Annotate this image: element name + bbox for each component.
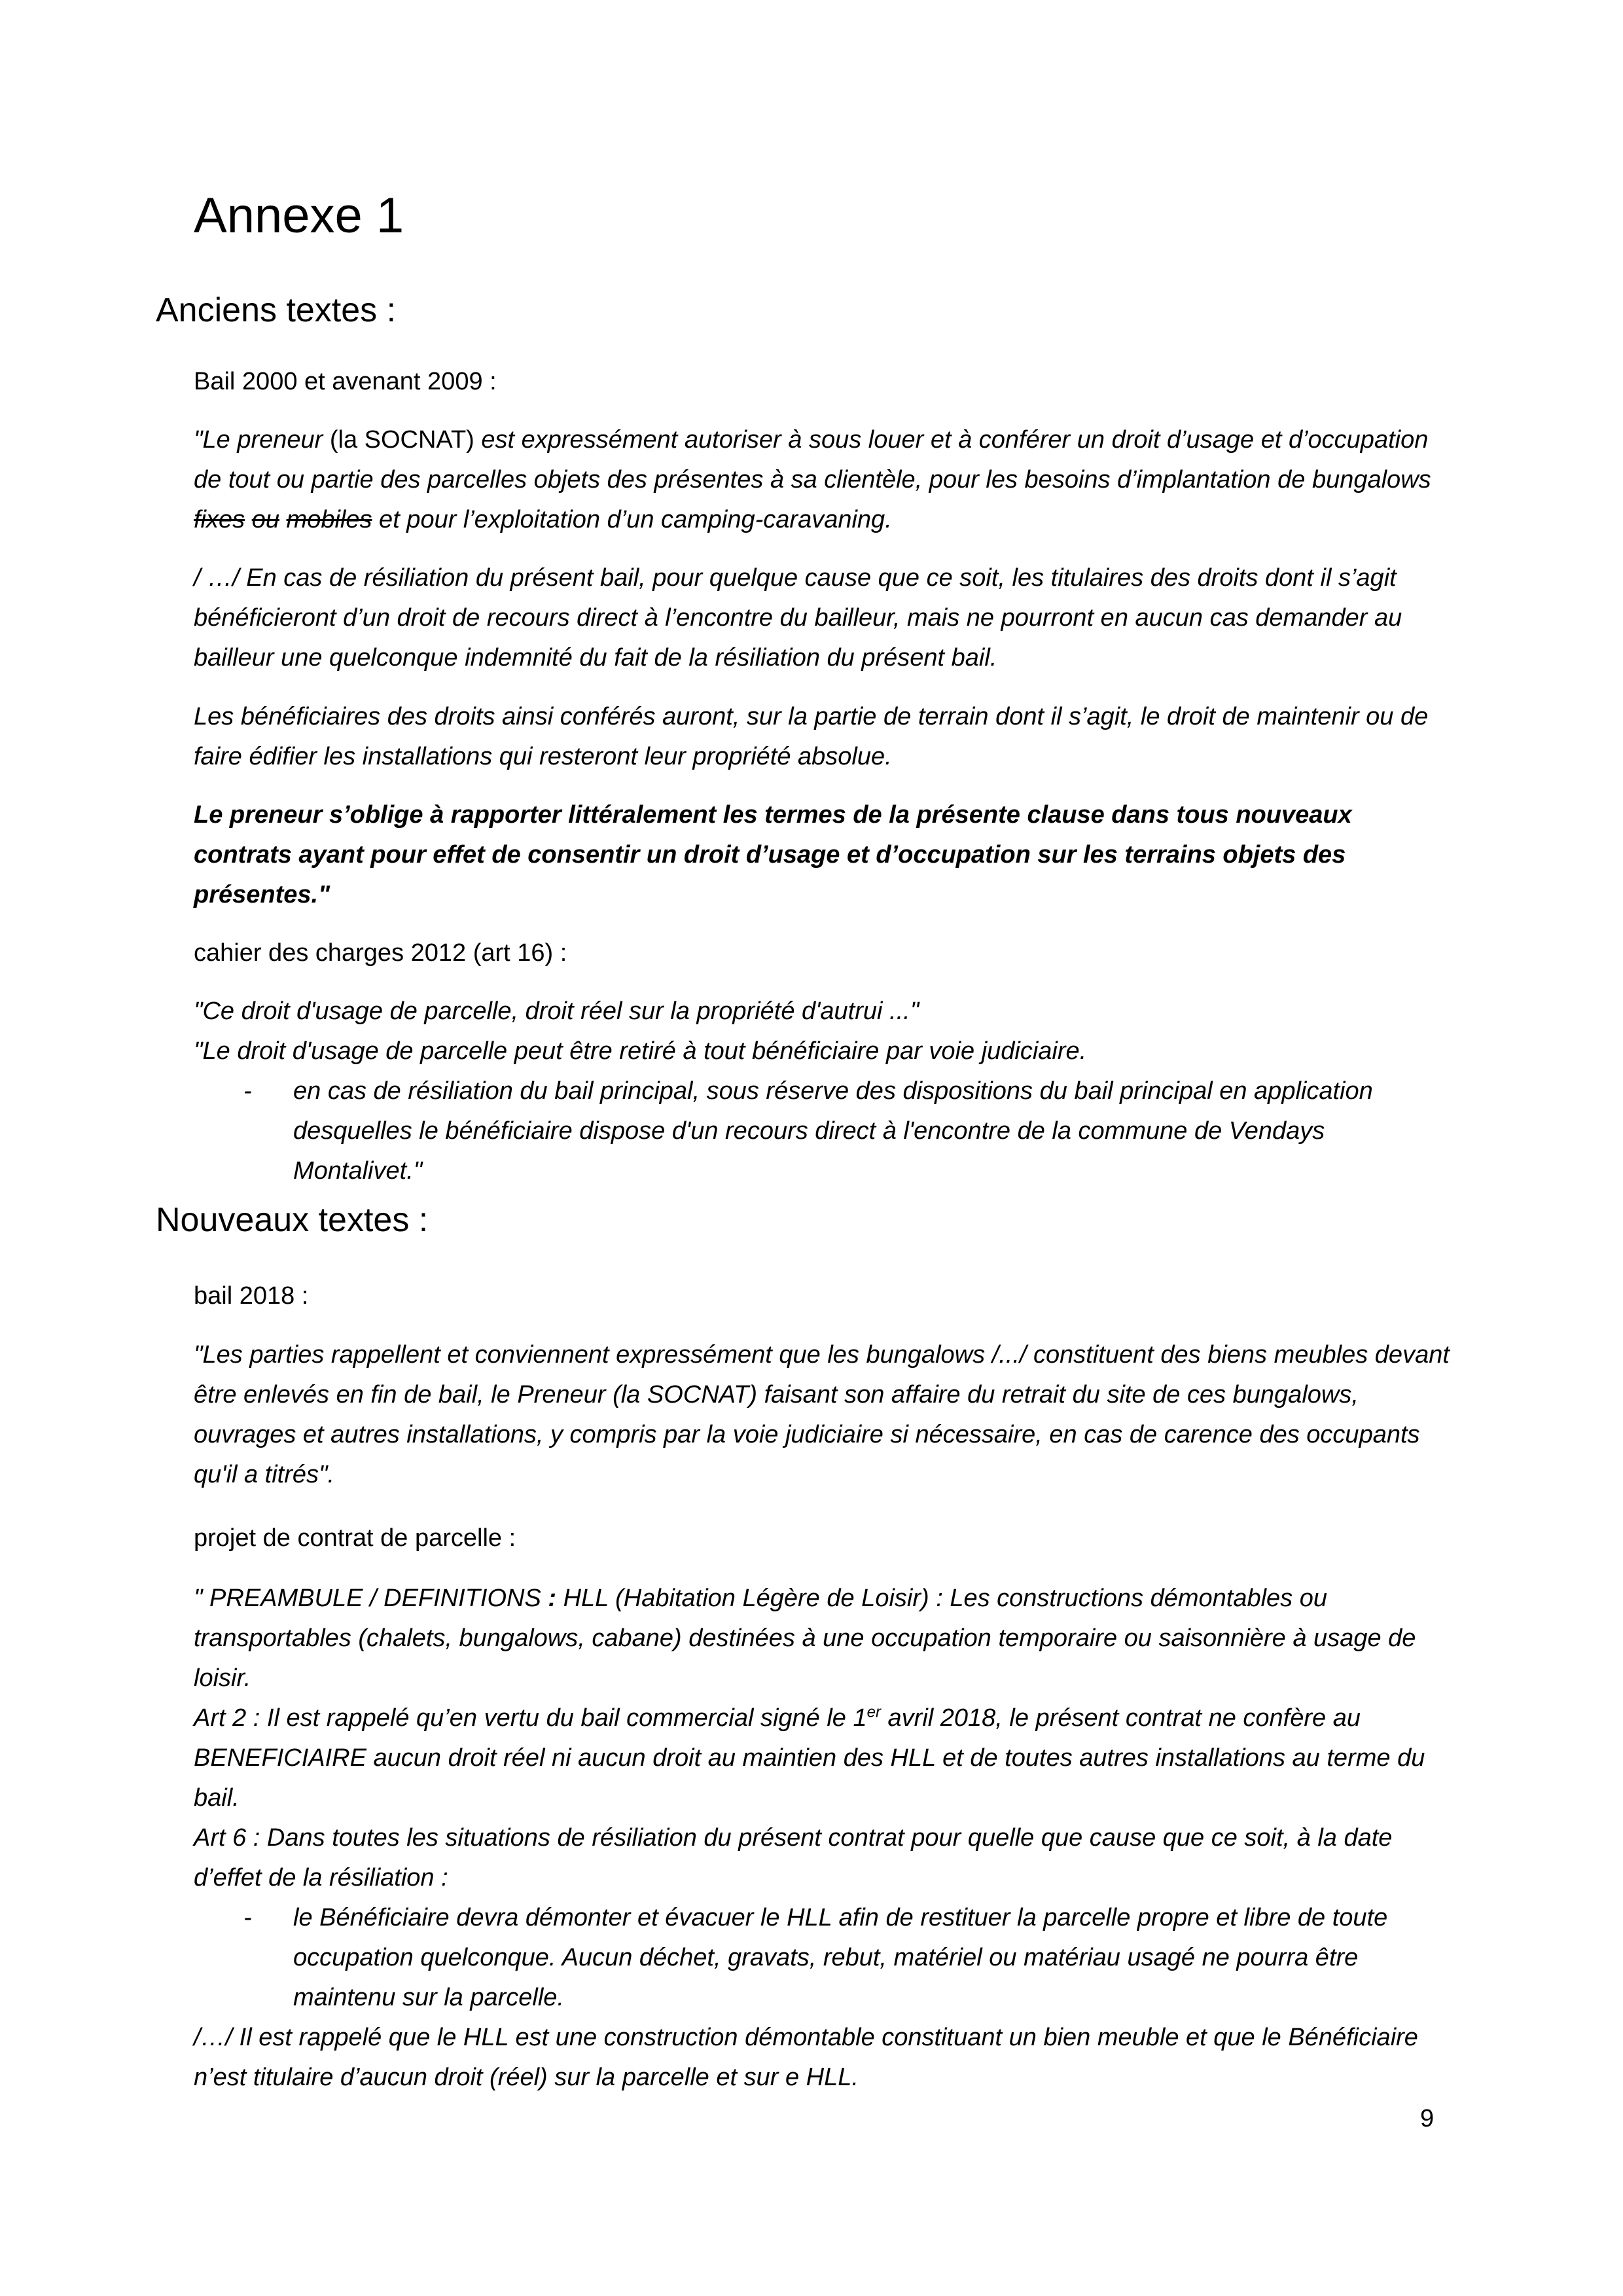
- art2-paragraph: [194, 1698, 1457, 1818]
- cahier-label-text: cahier des charges 2012 (art 16) :: [194, 939, 567, 967]
- preambule-colon: :: [548, 1585, 557, 1612]
- cahier-bullet: [194, 1071, 1457, 1191]
- cahier-quotes: [194, 992, 1457, 1191]
- art2-superscript: er: [866, 1703, 881, 1721]
- bail-2000-paragraph-2: [194, 558, 1457, 678]
- preambule-heading: " PREAMBULE / DEFINITIONS: [194, 1585, 548, 1612]
- p4-text: Le preneur s’oblige à rapporter littéralement les termes de la présente clause dans tous nouveaux contrats ayant pour effet de consentir un droit d’usage et d’occupation sur les terrains objets des présentes.": [194, 801, 1352, 908]
- bail-2000-label: [194, 362, 1457, 402]
- anciens-textes-heading: Anciens textes :: [156, 291, 397, 329]
- dash-bullet-marker: -: [243, 1904, 252, 1931]
- p2-text: / …/ En cas de résiliation du présent bail, pour quelque cause que ce soit, les titulaires des droits dont il s’agit bénéficieront d’un droit de recours direct à l’encontre du bailleur, mais ne pourront en aucun cas demander au bailleur une quelconque indemnité du fait de la résiliation du présent bail.: [194, 564, 1402, 672]
- p1-space-2: [279, 506, 287, 533]
- bail-2018-label: [194, 1276, 1457, 1316]
- bail-2018-paragraph: [194, 1335, 1457, 1495]
- bail-2018-label-text: bail 2018 :: [194, 1282, 309, 1310]
- cahier-quote-2: "Le droit d'usage de parcelle peut être retiré à tout bénéficiaire par voie judiciaire.: [194, 1037, 1087, 1065]
- art6-paragraph: Art 6 : Dans toutes les situations de résiliation du présent contrat pour quelle que cause que ce soit, à la date d’effet de la résiliation :: [194, 1824, 1393, 1892]
- art2-text-a: Art 2 : Il est rappelé qu’en vertu du bail commercial signé le 1: [194, 1704, 867, 1732]
- p1-part-c: est expressément autoriser à sous louer et à conférer un droit d’usage et d’occupation de tout ou partie des parcelles objets des présentes à sa clientèle, pour les besoins d’implantation de bungalows: [194, 426, 1431, 493]
- projet-label: [194, 1518, 1457, 1558]
- strikethrough-fixes: fixes: [194, 506, 245, 533]
- dash-bullet-marker: -: [243, 1077, 252, 1105]
- annexe-title: Annexe 1: [194, 188, 404, 243]
- cahier-label: [194, 933, 1457, 973]
- p1-part-a: "Le preneur: [194, 426, 330, 454]
- cahier-quote-1: "Ce droit d'usage de parcelle, droit réel sur la propriété d'autrui ...": [194, 997, 919, 1025]
- bail-2000-paragraph-4: [194, 795, 1457, 915]
- art2-text-b: avril 2018, le présent contrat ne confère au BENEFICIAIRE aucun droit réel ni aucun droit au maintien des HLL et de toutes autres installations au terme du bail.: [194, 1704, 1425, 1812]
- p1-part-d: et pour l’exploitation d’un camping-caravaning.: [372, 506, 892, 533]
- projet-contrat-text: [194, 1579, 1457, 2098]
- preambule-text: HLL (Habitation Légère de Loisir) : Les constructions démontables ou transportables (chalets, bungalows, cabane) destinées à une occupation temporaire ou saisonnière à usage de loisir.: [194, 1585, 1416, 1692]
- bail-2000-label-text: Bail 2000 et avenant 2009 :: [194, 368, 497, 395]
- strikethrough-ou: ou: [251, 506, 279, 533]
- cahier-bullet-text: en cas de résiliation du bail principal, sous réserve des dispositions du bail principal en application desquelles le bénéficiaire dispose d'un recours direct à l'encontre de la commune de Vendays Montalivet.": [293, 1077, 1373, 1185]
- projet-label-text: projet de contrat de parcelle :: [194, 1524, 516, 1552]
- p3-text: Les bénéficiaires des droits ainsi conférés auront, sur la partie de terrain dont il s’agit, le droit de maintenir ou de faire édifier les installations qui resteront leur propriété absolue.: [194, 703, 1429, 770]
- art6-bullet: [194, 1898, 1457, 2018]
- strikethrough-mobiles: mobiles: [286, 506, 372, 533]
- bail-2018-text: "Les parties rappellent et conviennent expressément que les bungalows /.../ constituent des biens meubles devant être enlevés en fin de bail, le Preneur (la SOCNAT) faisant son affaire du retrait du site de ces bungalows, ouvrages et autres installations, y compris par la voie judiciaire si nécessaire, en cas de carence des occupants qu'il a titrés".: [194, 1341, 1450, 1488]
- nouveaux-textes-heading: Nouveaux textes :: [156, 1201, 429, 1239]
- bail-2000-paragraph-1: [194, 420, 1457, 540]
- art6-bullet-text: le Bénéficiaire devra démonter et évacuer le HLL afin de restituer la parcelle propre et libre de toute occupation quelconque. Aucun déchet, gravats, rebut, matériel ou matériau usagé ne pourra être maintenu sur la parcelle.: [293, 1904, 1388, 2011]
- page-number: 9: [1420, 2105, 1435, 2132]
- p1-space-1: [245, 506, 252, 533]
- bail-2000-paragraph-3: [194, 697, 1457, 777]
- closing-paragraph: /…/ Il est rappelé que le HLL est une construction démontable constituant un bien meuble et que le Bénéficiaire n’est titulaire d’aucun droit (réel) sur la parcelle et sur e HLL.: [194, 2024, 1418, 2091]
- preambule-paragraph: [194, 1579, 1457, 1698]
- p1-part-b: (la SOCNAT): [329, 426, 482, 454]
